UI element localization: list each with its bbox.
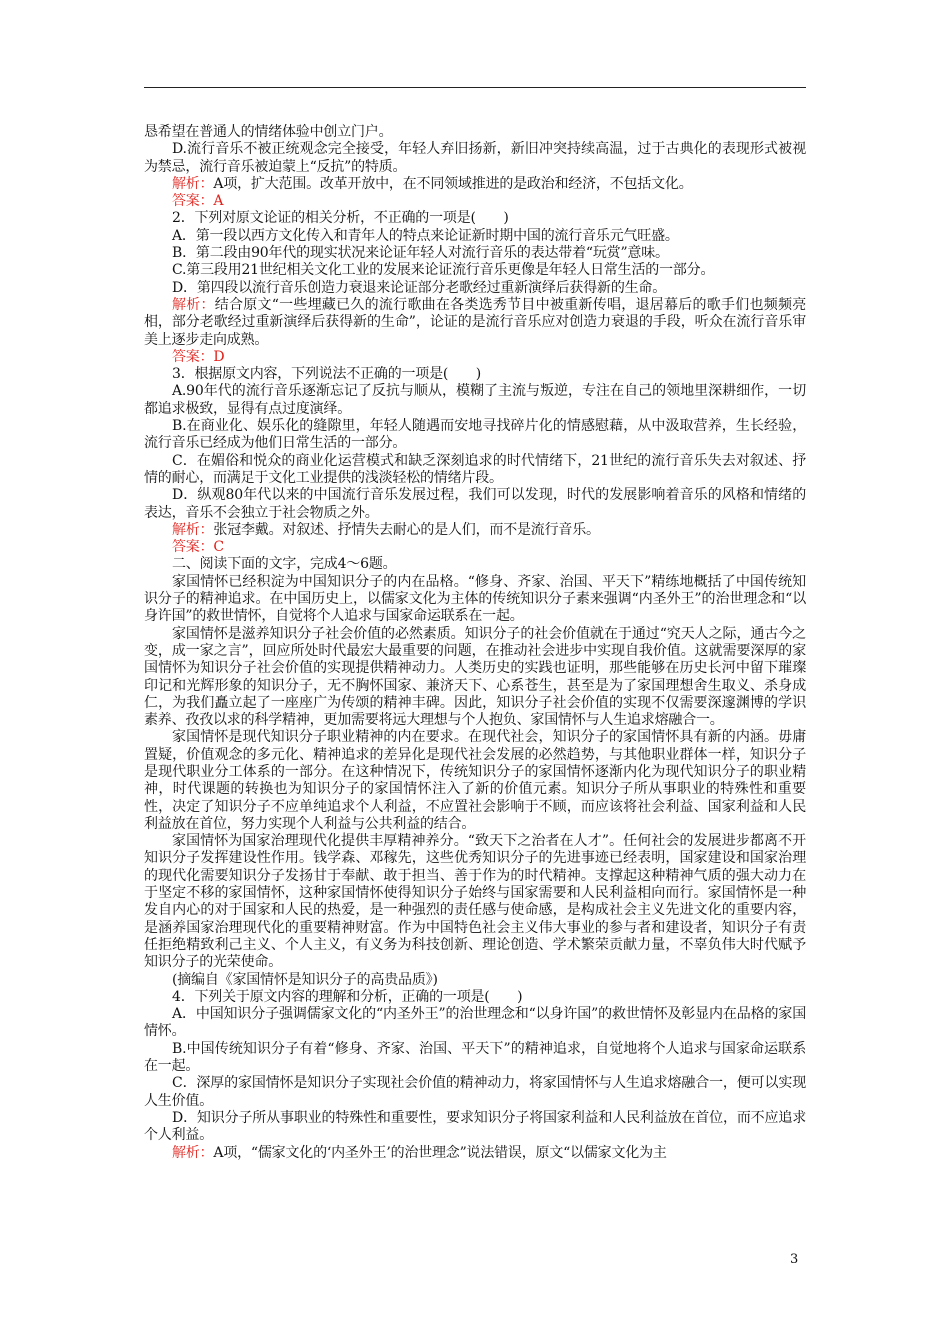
option-paragraph: [144, 383, 806, 418]
paragraph-text: B.中国传统知识分子有着“修身、齐家、治国、平天下”的精神追求，自觉地将个人追求与国家命运联系在一起。: [144, 1040, 806, 1075]
question-paragraph: [144, 366, 806, 383]
question-paragraph: [144, 989, 806, 1006]
answer-paragraph: [144, 193, 806, 210]
option-paragraph: [144, 245, 806, 262]
paragraph-text: A项，扩大范围。改革开放中，在不同领域推进的是政治和经济，不包括文化。: [213, 175, 693, 192]
paragraph-text: D.流行音乐不被正统观念完全接受，年轻人弃旧扬新，新旧冲突持续高温，过于古典化的表现形式被视为禁忌，流行音乐被迫蒙上“反抗”的特质。: [144, 141, 806, 175]
answer-paragraph: [144, 349, 806, 366]
paragraph-text: D．纵观80年代以来的中国流行音乐发展过程，我们可以发现，时代的发展影响着音乐的风格和情绪的表达，音乐不会独立于社会物质之外。: [144, 487, 806, 521]
paragraph-text: 家国情怀已经积淀为中国知识分子的内在品格。“修身、齐家、治国、平天下”精练地概括了中国传统知识分子的精神追求。在中国历史上，以儒家文化为主体的传统知识分子素来强调“内圣外王”的治世理念和“以身许国”的救世情怀，自觉将个人追求与国家命运联系在一起。: [144, 573, 806, 625]
analysis-paragraph: [144, 297, 806, 349]
paragraph-text: 家国情怀是现代知识分子职业精神的内在要求。在现代社会，知识分子的家国情怀具有新的内涵。毋庸置疑，价值观念的多元化、精神追求的差异化是现代社会发展的必然趋势，与其他职业群体一样，知识分子是现代职业分工体系的一部分。在这种情况下，传统知识分子的家国情怀逐渐内化为现代知识分子的职业精神，时代课题的转换也为知识分子的家国情怀注入了新的价值元素。知识分子所从事职业的特殊性和重要性，决定了知识分子不应单纯追求个人利益，不应置社会影响于不顾，而应该将社会利益、国家利益和人民利益放在首位，努力实现个人利益与公共利益的结合。: [144, 729, 806, 832]
answer-value: A: [213, 193, 224, 210]
option-paragraph: [144, 418, 806, 453]
page-number: 3: [790, 1252, 799, 1267]
analysis-paragraph: [144, 1145, 806, 1162]
analysis-label: 解析：: [172, 296, 215, 313]
paragraph-text: D．第四段以流行音乐创造力衰退来论证部分老歌经过重新演绎后获得新的生命。: [172, 279, 667, 296]
answer-label: 答案：: [172, 348, 214, 365]
paragraph-text: C．在媚俗和悦众的商业化运营模式和缺乏深刻追求的时代情绪下，21世纪的流行音乐失去对叙述、抒情的耐心，而满足于文化工业提供的浅淡轻松的情绪片段。: [144, 452, 806, 486]
paragraph: [144, 141, 806, 176]
option-paragraph: [144, 228, 806, 245]
analysis-paragraph: [144, 176, 806, 193]
question-paragraph: [144, 210, 806, 227]
source-citation: [144, 972, 806, 989]
paragraph-text: B.在商业化、娱乐化的缝隙里，年轻人随遇而安地寻找碎片化的情感慰藉，从中汲取营养，生长经验，流行音乐已经成为他们日常生活的一部分。: [144, 418, 806, 452]
answer-label: 答案：: [172, 193, 214, 210]
paragraph-text: 张冠李戴。对叙述、抒情失去耐心的是人们，而不是流行音乐。: [213, 521, 600, 538]
section-heading: [144, 556, 806, 573]
passage-paragraph: [144, 626, 806, 730]
option-paragraph: [144, 262, 806, 279]
option-paragraph: [144, 280, 806, 297]
analysis-label: 解析：: [172, 1144, 214, 1161]
answer-value: C: [213, 539, 224, 556]
passage-paragraph: [144, 833, 806, 971]
paragraph-text: B．第二段由90年代的现实状况来论证年轻人对流行音乐的表达带着“玩赏”意味。: [172, 245, 669, 262]
paragraph-text: 二、阅读下面的文字，完成4～6题。: [172, 556, 397, 573]
answer-label: 答案：: [172, 539, 214, 556]
option-paragraph: [144, 1075, 806, 1110]
passage-paragraph: [144, 574, 806, 626]
paragraph-text: A．中国知识分子强调儒家文化的“内圣外王”的治世理念和“以身许国”的救世情怀及彰显内在品格的家国情怀。: [144, 1006, 806, 1040]
paragraph-text: A.90年代的流行音乐逐渐忘记了反抗与顺从，模糊了主流与叛逆，专注在自己的领地里深耕细作，一切都追求极致，显得有点过度演绎。: [144, 383, 806, 417]
paragraph: [144, 124, 806, 141]
passage-paragraph: [144, 729, 806, 833]
answer-paragraph: [144, 539, 806, 556]
paragraph-text: C.第三段用21世纪相关文化工业的发展来论证流行音乐更像是年轻人日常生活的一部分。: [172, 262, 715, 279]
option-paragraph: [144, 453, 806, 488]
answer-value: D: [213, 348, 225, 365]
paragraph-text: 4．下列关于原文内容的理解和分析，正确的一项是( ): [172, 988, 523, 1005]
paragraph-text: A项，“儒家文化的‘内圣外王’的治世理念”说法错误，原文“以儒家文化为主: [213, 1144, 667, 1161]
paragraph-text: 家国情怀是滋养知识分子社会价值的必然素质。知识分子的社会价值就在于通过“究天人之际，通古今之变，成一家之言”，回应所处时代最宏大最重要的问题，在推动社会进步中实现自我价值。这就需要深厚的家国情怀为知识分子社会价值的实现提供精神动力。人类历史的实践也证明，那些能够在历史长河中留下璀璨印记和光辉形象的知识分子，无不胸怀国家、兼济天下、心系苍生，甚至是为了家国理想舍生取义、杀身成仁，为我们矗立起了一座座广为传颂的精神丰碑。因此，知识分子社会价值的实现不仅需要深邃渊博的学识素养、孜孜以求的科学精神，更加需要将远大理想与个人抱负、家国情怀与人生追求熔融合一。: [144, 625, 806, 729]
analysis-paragraph: [144, 522, 806, 539]
header-rule: [144, 87, 806, 88]
paragraph-text: 家国情怀为国家治理现代化提供丰厚精神养分。“致天下之治者在人才”。任何社会的发展进步都离不开知识分子发挥建设性作用。钱学森、邓稼先，这些优秀知识分子的先进事迹已经表明，国家建设和国家治理的现代化需要知识分子发扬甘于奉献、敢于担当、善于作为的时代精神。支撑起这种精神气质的强大动力在于坚定不移的家国情怀，这种家国情怀使得知识分子始终与国家需要和人民利益相向而行。家国情怀是一种发自内心的对于国家和人民的热爱，是一种强烈的责任感与使命感，是构成社会主义先进文化的重要内容，是涵养国家治理现代化的重要精神财富。作为中国特色社会主义伟大事业的参与者和建设者，知识分子有责任拒绝精致利己主义、个人主义，有义务为科技创新、理论创造、学术繁荣贡献力量，不辜负伟大时代赋予知识分子的光荣使命。: [144, 833, 806, 971]
option-paragraph: [144, 1006, 806, 1041]
paragraph-text: 恳希望在普通人的情绪体验中创立门户。: [144, 124, 393, 140]
paragraph-text: D．知识分子所从事职业的特殊性和重要性，要求知识分子将国家利益和人民利益放在首位，而不应追求个人利益。: [144, 1109, 806, 1144]
option-paragraph: [144, 487, 806, 522]
paragraph-text: A．第一段以西方文化传入和青年人的特点来论证新时期中国的流行音乐元气旺盛。: [172, 227, 679, 244]
paragraph-text: (摘编自《家国情怀是知识分子的高贵品质》): [172, 971, 438, 988]
paragraph-text: 2．下列对原文论证的相关分析，不正确的一项是( ): [172, 210, 509, 227]
paragraph-text: 结合原文“一些埋藏已久的流行歌曲在各类选秀节目中被重新传唱，退居幕后的歌手们也频频亮相，部分老歌经过重新演绎后获得新的生命”，论证的是流行音乐应对创造力衰退的手段，听众在流行音乐审美上逐步走向成熟。: [144, 296, 806, 348]
paragraph-text: 3．根据原文内容，下列说法不正确的一项是( ): [172, 366, 482, 383]
analysis-label: 解析：: [172, 175, 214, 192]
option-paragraph: [144, 1041, 806, 1076]
document-body: [144, 124, 806, 1162]
analysis-label: 解析：: [172, 521, 214, 538]
option-paragraph: [144, 1110, 806, 1145]
paragraph-text: C．深厚的家国情怀是知识分子实现社会价值的精神动力，将家国情怀与人生追求熔融合一，便可以实现人生价值。: [144, 1075, 806, 1109]
